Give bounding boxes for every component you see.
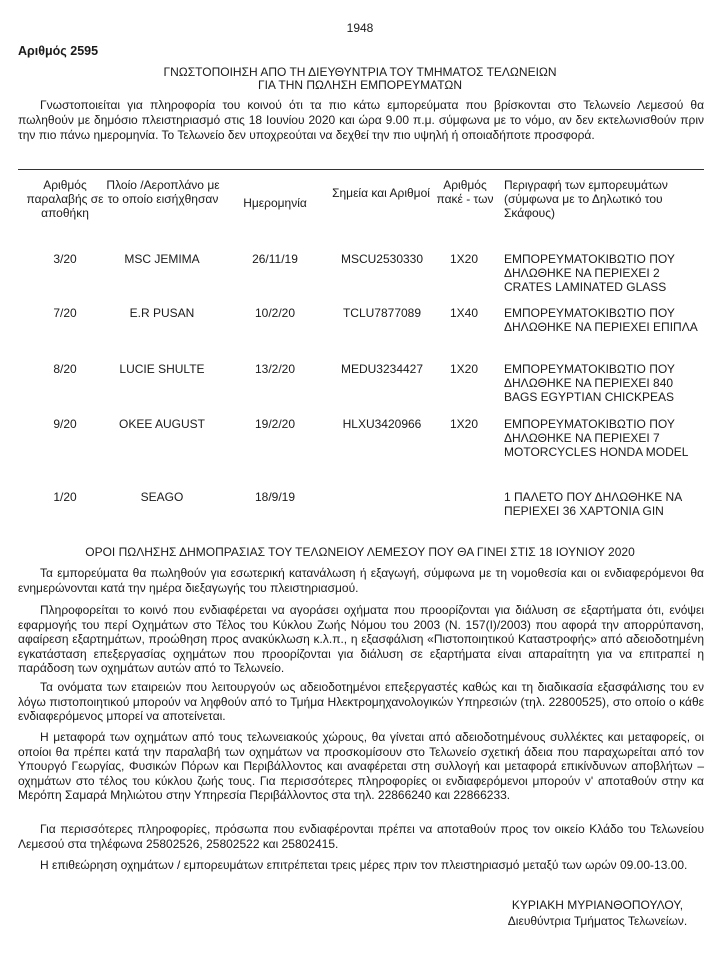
header-marks: Σημεία και Αριθμοί (332, 186, 430, 200)
notice-title-line-1: ΓΝΩΣΤΟΠΟΙΗΣΗ ΑΠΟ ΤΗ ΔΙΕΥΘΥΝΤΡΙΑ ΤΟΥ ΤΜΗΜΑΤΟΣ ΤΕΛΩΝΕΙΩΝ (163, 65, 557, 79)
cell-arrival-no: 9/20 (53, 417, 77, 431)
divider (18, 169, 704, 170)
cell-marks: MEDU3234427 (340, 362, 424, 376)
header-date: Ημερομηνία (243, 196, 307, 210)
header-arrival-no: Αριθμός παραλαβής σε αποθήκη (26, 178, 104, 220)
cell-description: ΕΜΠΟΡΕΥΜΑΤΟΚΙΒΩΤΙΟ ΠΟΥ ΔΗΛΩΘΗΚΕ ΝΑ ΠΕΡΙΕΧΕΙ 2 CRATES LAMINATED GLASS (504, 252, 675, 294)
cell-packages: 1X40 (449, 306, 479, 320)
cell-description: ΕΜΠΟΡΕΥΜΑΤΟΚΙΒΩΤΙΟ ΠΟΥ ΔΗΛΩΘΗΚΕ ΝΑ ΠΕΡΙΕΧΕΙ 7 MOTORCYCLES HONDA MODEL (504, 417, 689, 459)
cell-arrival-no: 3/20 (53, 252, 77, 266)
page-number: 1948 (346, 21, 374, 35)
cell-marks: MSCU2530330 (340, 252, 424, 266)
cell-marks: HLXU3420966 (342, 417, 422, 431)
condition-paragraph: Η μεταφορά των οχημάτων από τους τελωνειακούς χώρους, θα γίνεται από αδειοδοτημένους συλλέκτες και μεταφορείς, οι οποίοι θα πρέπει κατά την παραλαβή των οχημάτων να προσκομίσουν στο Τελωνείο σχετική άδεια που παραχωρείται από τον Υπουργό Γεωργίας, Φυσικών Πόρων και Περιβάλλοντος και αναφέρεται στη συλλογή και μεταφορά επικίνδυνων αποβλήτων – οχημάτων στο τέλος του κύκλου ζωής τους. Για περισσότερες πληροφορίες οι ενδιαφερόμενοι μπορούν ν' αποταθούν στην κα Μερόπη Σαμαρά Μηλιώτου στην Υπηρεσία Περιβάλλοντος στα τηλ. 22866240 και 22866233. (18, 730, 704, 802)
header-packages: Αριθμός πακέ - των (436, 178, 494, 206)
signature-name: ΚΥΡΙΑΚΗ ΜΥΡΙΑΝΘΟΠΟΥΛΟΥ, (511, 898, 684, 912)
cell-vessel: LUCIE SHULTE (119, 362, 205, 376)
signature-role: Διευθύντρια Τμήματος Τελωνείων. (507, 914, 688, 928)
cell-description: ΕΜΠΟΡΕΥΜΑΤΟΚΙΒΩΤΙΟ ΠΟΥ ΔΗΛΩΘΗΚΕ ΝΑ ΠΕΡΙΕΧΕΙ 840 BAGS EGYPTIAN CHICKPEAS (504, 362, 675, 404)
cell-packages: 1X20 (449, 252, 479, 266)
header-description: Περιγραφή των εμπορευμάτων (σύμφωνα με το Δηλωτικό του Σκάφους) (504, 178, 668, 220)
cell-description: 1 ΠΑΛΕΤΟ ΠΟΥ ΔΗΛΩΘΗΚΕ ΝΑ ΠΕΡΙΕΧΕΙ 36 ΧΑΡΤΟΝΙΑ GIN (504, 490, 682, 518)
conditions-title: ΟΡΟΙ ΠΩΛΗΣΗΣ ΔΗΜΟΠΡΑΣΙΑΣ ΤΟΥ ΤΕΛΩΝΕΙΟΥ ΛΕΜΕΣΟΥ ΠΟΥ ΘΑ ΓΙΝΕΙ ΣΤΙΣ 18 ΙΟΥΝΙΟΥ 2020 (85, 545, 635, 559)
cell-arrival-no: 7/20 (53, 306, 77, 320)
cell-date: 13/2/20 (254, 362, 296, 376)
cell-date: 10/2/20 (254, 306, 296, 320)
cell-date: 19/2/20 (254, 417, 296, 431)
notice-number: Αριθμός 2595 (18, 44, 99, 58)
condition-paragraph: Τα ονόματα των εταιρειών που λειτουργούν ως αδειοδοτημένοι επεξεργαστές καθώς και τη διαδικασία εξασφάλισης του εν λόγω πιστοποιητικού μπορούν να ληφθούν από το Τμήμα Ηλεκτρομηχανολογικών Υπηρεσιών (τηλ. 22800525), στο οποίο ο κάθε ενδιαφερόμενος μπορεί να αποτείνεται. (18, 680, 704, 723)
cell-marks: TCLU7877089 (342, 306, 422, 320)
cell-packages: 1X20 (449, 362, 479, 376)
header-vessel: Πλοίο /Αεροπλάνο με το οποίο εισήχθησαν (106, 178, 220, 206)
cell-description: ΕΜΠΟΡΕΥΜΑΤΟΚΙΒΩΤΙΟ ΠΟΥ ΔΗΛΩΘΗΚΕ ΝΑ ΠΕΡΙΕΧΕΙ ΕΠΙΠΛΑ (504, 306, 698, 334)
cell-arrival-no: 8/20 (53, 362, 77, 376)
condition-paragraph: Τα εμπορεύματα θα πωληθούν για εσωτερική κατανάλωση ή εξαγωγή, σύμφωνα με τη νομοθεσία και οι ενδιαφερόμενοι θα ενημερώνονται κατά την ημέρα διεξαγωγής του πλειστηριασμού. (18, 566, 704, 595)
cell-date: 26/11/19 (252, 252, 298, 266)
cell-vessel: MSC JEMIMA (124, 252, 200, 266)
notice-title-line-2: ΓΙΑ ΤΗΝ ΠΩΛΗΣΗ ΕΜΠΟΡΕΥΜΑΤΩΝ (257, 78, 462, 92)
cell-packages: 1X20 (449, 417, 479, 431)
cell-vessel: E.R PUSAN (129, 306, 195, 320)
notice-title (0, 66, 720, 92)
cell-date: 18/9/19 (254, 490, 296, 504)
condition-paragraph: Για περισσότερες πληροφορίες, πρόσωπα που ενδιαφέρονται πρέπει να αποταθούν προς τον οικείο Κλάδο του Τελωνείου Λεμεσού στα τηλέφωνα 25802526, 25802522 και 25802415. (18, 822, 704, 851)
condition-paragraph: Πληροφορείται το κοινό που ενδιαφέρεται να αγοράσει οχήματα που προορίζονται για διάλυση σε εξαρτήματα ότι, ενόψει εφαρμογής του περί Οχημάτων στο Τέλος του Κύκλου Ζωής Νόμου του 2003 (Ν. 157(Ι)/2003) που αφορά την απορρύπανση, αφαίρεση εξαρτημάτων, προώθηση προς ανακύκλωση κ.λ.π., η εξασφάλιση «Πιστοποιητικού Καταστροφής» από αδειοδοτημένη εγκατάσταση επεξεργασίας οχημάτων που προορίζονται για διάλυση σε εξαρτήματα είναι απαραίτητη για να επιτραπεί η παράδοση των οχημάτων αυτών από το Τελωνείο. (18, 603, 704, 675)
cell-vessel: SEAGO (140, 490, 184, 504)
intro-paragraph: Γνωστοποιείται για πληροφορία του κοινού ότι τα πιο κάτω εμπορεύματα που βρίσκονται στο Τελωνείο Λεμεσού θα πωληθούν με δημόσιο πλειστηριασμό στις 18 Ιουνίου 2020 και ώρα 9.00 π.μ. σύμφωνα με το νόμο, αν δεν εκτελωνισθούν πριν την πιο πάνω ημερομηνία. Το Τελωνείο δεν υποχρεούται να δεχθεί την πιο υψηλή ή οποιαδήποτε προσφορά. (18, 98, 704, 142)
cell-vessel: OKEE AUGUST (118, 417, 206, 431)
condition-paragraph: Η επιθεώρηση οχημάτων / εμπορευμάτων επιτρέπεται τρεις μέρες πριν τον πλειστηριασμό μεταξύ των ωρών 09.00-13.00. (40, 858, 688, 872)
cell-arrival-no: 1/20 (53, 490, 77, 504)
